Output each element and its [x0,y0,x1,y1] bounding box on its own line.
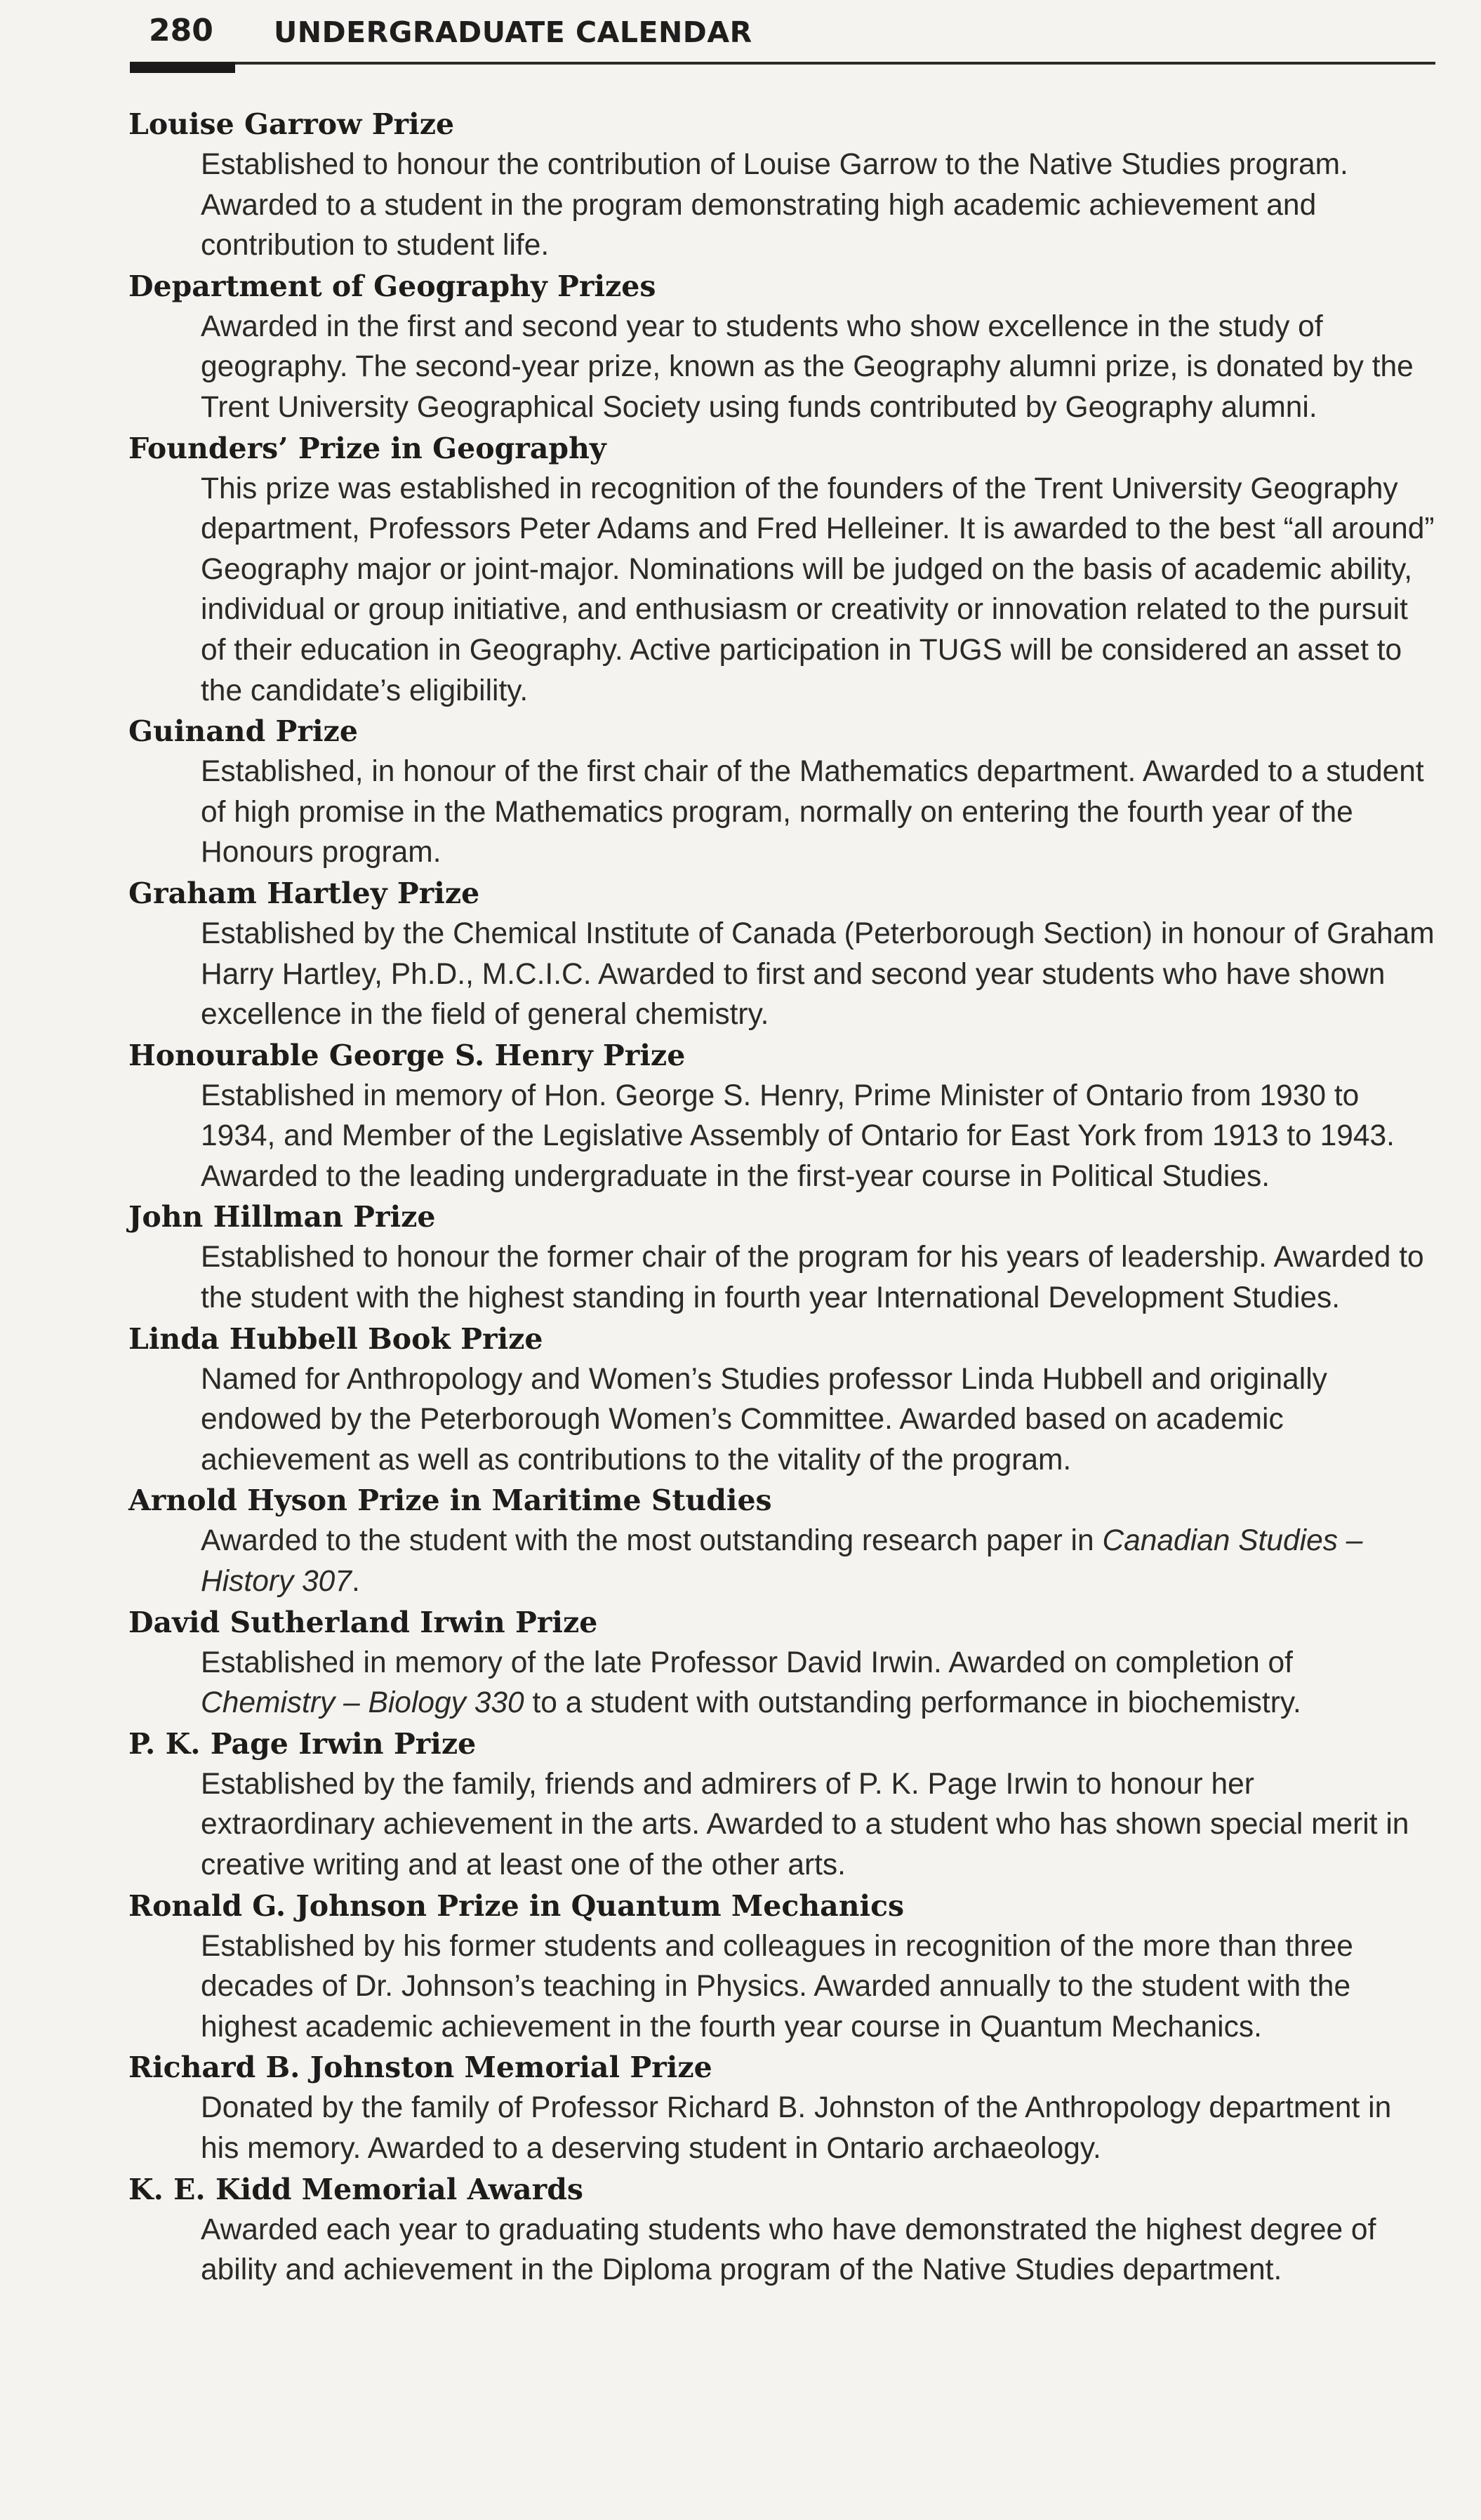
prize-title: John Hillman Prize [128,1200,436,1234]
page-number: 280 [149,13,213,48]
description-text: . [351,1565,360,1599]
prize-description: Established by his former students and colleagues in recognition of the more than three decades of Dr. Johnson’s teaching in Physics. Awarded annually to the student with the highest academic achievement in the fourth year course in Quantum Mechanics. [201,1929,1353,2044]
prize-title: Department of Geography Prizes [128,269,656,303]
prize-title: Richard B. Johnston Memorial Prize [128,2051,712,2085]
prize-entry [128,104,1435,266]
prize-title: K. E. Kidd Memorial Awards [128,2172,583,2206]
prize-title: David Sutherland Irwin Prize [128,1605,598,1639]
prize-title: Honourable George S. Henry Prize [128,1038,686,1072]
prize-entry [128,2047,1435,2168]
prize-description: Established to honour the former chair of the program for his years of leadership. Awarded to the student with the highest standing in fourth year International Development Studies. [201,1241,1424,1315]
prize-entry [128,1480,1435,1601]
prize-entry [128,1724,1435,1886]
prize-description: Donated by the family of Professor Richard B. Johnston of the Anthropology department in his memory. Awarded to a deserving student in Ontario archaeology. [201,2091,1392,2165]
prize-entry [128,428,1435,712]
prize-description: Established to honour the contribution of Louise Garrow to the Native Studies program. Awarded to a student in the program demonstrating high academic achievement and contribution to student life. [201,148,1348,262]
description-text: Established in memory of the late Professor David Irwin. Awarded on completion of [201,1646,1293,1679]
prize-description: Established by the Chemical Institute of Canada (Peterborough Section) in honour of Graham Harry Hartley, Ph.D., M.C.I.C. Awarded to first and second year students who have shown excellence in the field of general chemistry. [201,916,1435,1032]
prize-entry [128,1886,1435,2048]
prize-entry [128,2169,1435,2291]
prize-title: Graham Hartley Prize [128,876,480,910]
prize-title: Founders’ Prize in Geography [128,431,606,465]
prize-title: Louise Garrow Prize [128,107,455,141]
prize-description: This prize was established in recognition of the founders of the Trent University Geography department, Professors Peter Adams and Fred Helleiner. It is awarded to the best “all around” Geography major or joint-major. Nominations will be judged on the basis of academic ability, individual or group initiative, and enthusiasm or creativity or innovation related to the pursuit of their education in Geography. Active participation in TUGS will be considered an asset to the candidate’s eligibility. [201,472,1435,707]
course-name: Chemistry – Biology 330 [201,1686,524,1720]
prize-description: Awarded each year to graduating students who have demonstrated the highest degree of ability and achievement in the Diploma program of the Native Studies department. [201,2213,1376,2287]
prize-description [128,1643,1435,1724]
prize-description: Awarded in the first and second year to students who show excellence in the study of geography. The second-year prize, known as the Geography alumni prize, is donated by the Trent University Geographical Society using funds contributed by Geography alumni. [201,309,1414,424]
prize-entry [128,1035,1435,1197]
description-text: to a student with outstanding performance in biochemistry. [524,1686,1301,1720]
prize-entry [128,266,1435,428]
prize-description [128,1521,1435,1601]
prize-title: Ronald G. Johnson Prize in Quantum Mechanics [128,1888,905,1923]
prize-entry [128,1319,1435,1481]
prize-title: Linda Hubbell Book Prize [128,1321,543,1356]
page-header [0,0,1481,77]
prize-title: Guinand Prize [128,714,358,749]
prize-title: Arnold Hyson Prize in Maritime Studies [128,1484,772,1518]
prize-description: Established, in honour of the first chair of the Mathematics department. Awarded to a student of high promise in the Mathematics program, normally on entering the fourth year of the Honours program. [201,755,1424,869]
prize-entry [128,1602,1435,1724]
prize-description: Named for Anthropology and Women’s Studies professor Linda Hubbell and originally endowed by the Peterborough Women’s Committee. Awarded based on academic achievement as well as contributions to the vitality of the program. [201,1362,1327,1476]
prize-description: Established in memory of Hon. George S. Henry, Prime Minister of Ontario from 1930 to 1934, and Member of the Legislative Assembly of Ontario for East York from 1913 to 1943. Awarded to the leading undergraduate in the first-year course in Political Studies. [201,1079,1395,1193]
prize-entry [128,1196,1435,1318]
description-text: Awarded to the student with the most outstanding research paper in [201,1524,1103,1558]
prize-title: P. K. Page Irwin Prize [128,1726,477,1761]
prize-list [128,104,1435,2291]
header-rule-accent [130,62,235,73]
running-head: UNDERGRADUATE CALENDAR [274,15,752,49]
prize-entry [128,711,1435,873]
course-name: Canadian Studies – History 307 [201,1524,1363,1599]
prize-entry [128,873,1435,1035]
header-rule [130,62,1435,65]
prize-description: Established by the family, friends and admirers of P. K. Page Irwin to honour her extraordinary achievement in the arts. Awarded to a student who has shown special merit in creative writing and at least one of the other arts. [201,1767,1409,1881]
